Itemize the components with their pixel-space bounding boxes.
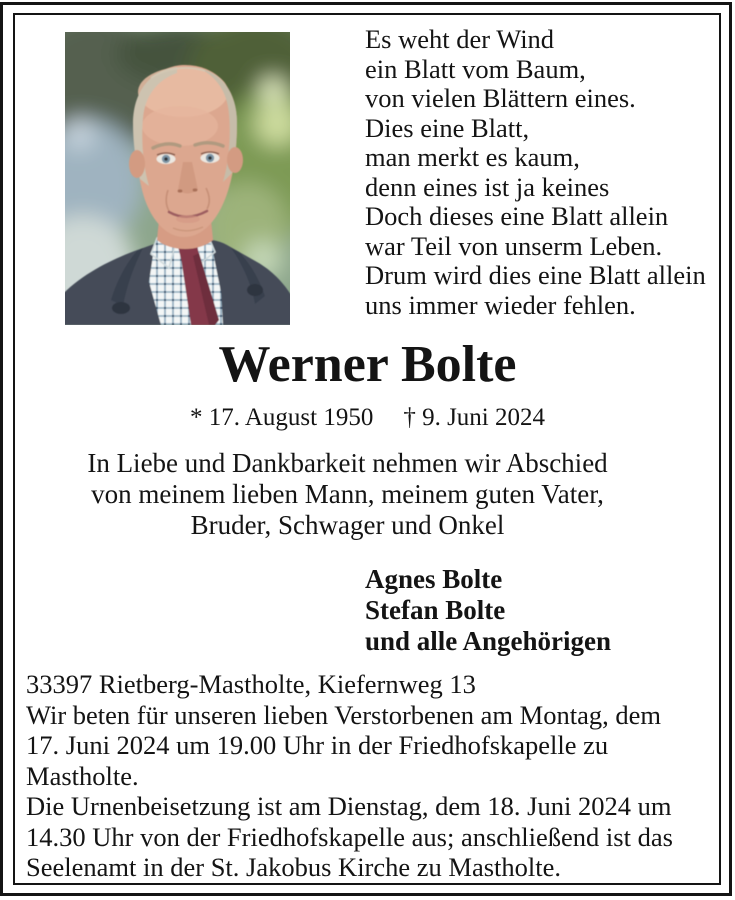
address-line: 33397 Rietberg-Mastholte, Kiefernweg 13 bbox=[26, 669, 476, 699]
mourner-name: Stefan Bolte bbox=[365, 595, 506, 625]
details-line: Die Urnenbeisetzung ist am Dienstag, dem 18. Juni 2024 um bbox=[26, 791, 672, 821]
poem-line: Es weht der Wind bbox=[365, 24, 555, 54]
memorial-poem bbox=[365, 25, 715, 320]
details-line: Seelenamt in der St. Jakobus Kirche zu Mastholte. bbox=[26, 852, 562, 882]
farewell-announcement bbox=[0, 448, 715, 541]
details-line: 14.30 Uhr von der Friedhofskapelle aus; anschließend ist das bbox=[26, 821, 673, 852]
life-dates bbox=[0, 403, 735, 433]
portrait-photo bbox=[65, 32, 290, 325]
mourner-name: Agnes Bolte bbox=[365, 564, 503, 594]
poem-line: Doch dieses eine Blatt allein bbox=[365, 201, 669, 231]
death-date: † 9. Juni 2024 bbox=[403, 404, 546, 431]
deceased-name: Werner Bolte bbox=[218, 336, 517, 393]
details-line: 17. Juni 2024 um 19.00 Uhr in der Friedhofskapelle zu bbox=[26, 730, 609, 760]
mourner-name: und alle Angehörigen bbox=[365, 626, 612, 656]
poem-line: Dies eine Blatt, bbox=[365, 112, 530, 143]
poem-line: Drum wird dies eine Blatt allein bbox=[365, 260, 706, 290]
poem-line: war Teil von unserm Leben. bbox=[365, 230, 663, 261]
poem-line: man merkt es kaum, bbox=[365, 142, 580, 172]
funeral-details bbox=[26, 669, 716, 883]
poem-line: ein Blatt vom Baum, bbox=[365, 53, 586, 84]
announcement-line: von meinem lieben Mann, meinem guten Vater, bbox=[91, 479, 604, 509]
poem-line: von vielen Blättern eines. bbox=[365, 83, 636, 113]
details-line: Wir beten für unseren lieben Verstorbenen am Montag, dem bbox=[26, 699, 661, 730]
details-line: Mastholte. bbox=[26, 760, 139, 791]
portrait-illustration bbox=[65, 32, 290, 325]
announcement-line: In Liebe und Dankbarkeit nehmen wir Abschied bbox=[87, 448, 608, 478]
birth-date: * 17. August 1950 bbox=[189, 404, 374, 431]
announcement-line: Bruder, Schwager und Onkel bbox=[190, 510, 505, 540]
mourners-list bbox=[365, 564, 611, 657]
poem-line: denn eines ist ja keines bbox=[365, 171, 610, 202]
poem-line: uns immer wieder fehlen. bbox=[365, 289, 636, 320]
